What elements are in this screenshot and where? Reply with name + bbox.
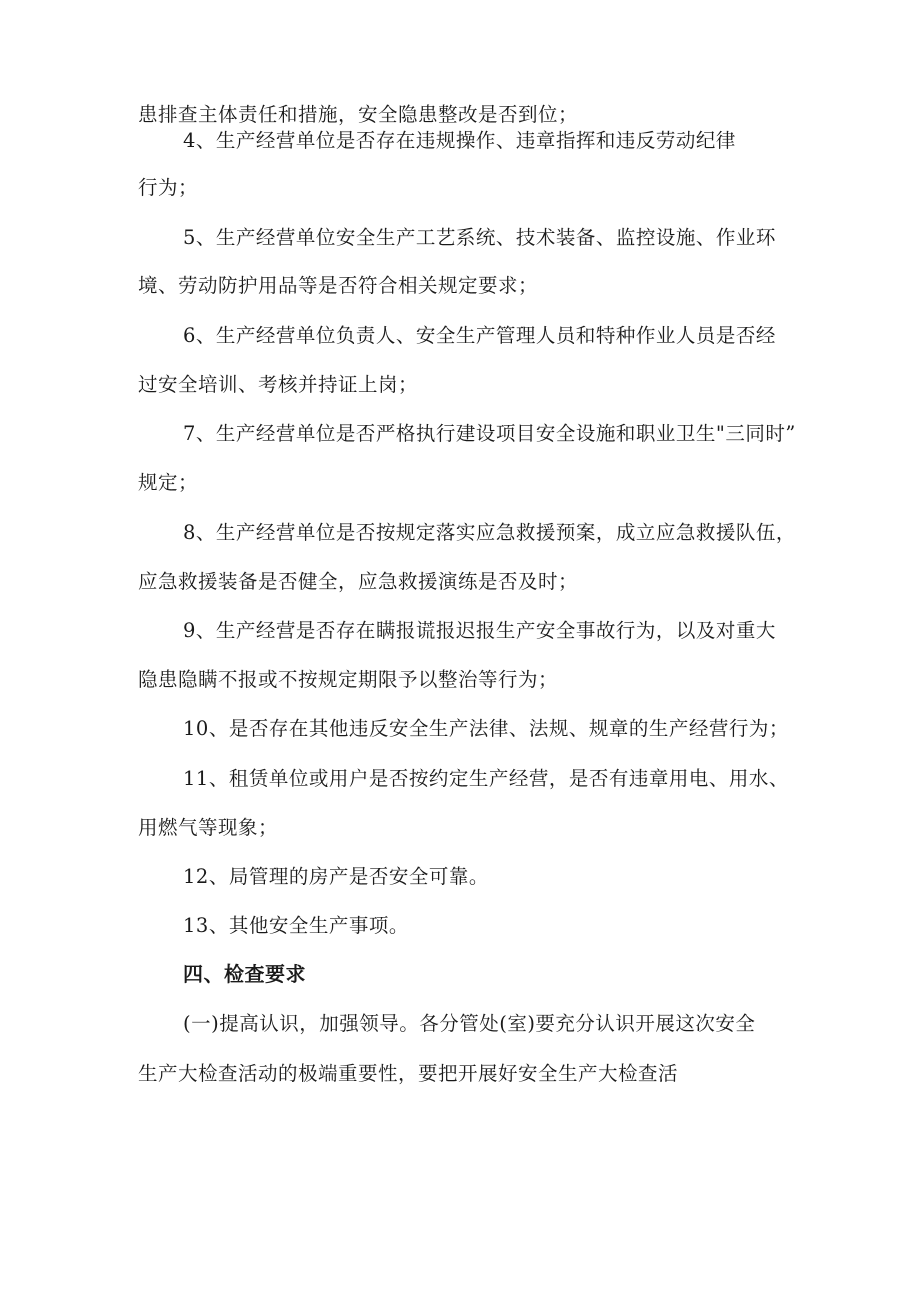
text-line: 境、劳动防护用品等是否符合相关规定要求； [138, 274, 539, 297]
text-line: 生产大检查活动的极端重要性，要把开展好安全生产大检查活 [138, 1062, 679, 1085]
text-line: 应急救援装备是否健全，应急救援演练是否及时； [138, 570, 579, 593]
text-line: (一)提高认识，加强领导。各分管处(室)要充分认识开展这次安全 [183, 1012, 756, 1035]
text-line: 行为； [138, 176, 199, 199]
text-line: 患排查主体责任和措施，安全隐患整改是否到位； [138, 103, 579, 126]
text-line: 13、其他安全生产事项。 [183, 914, 409, 937]
text-line: 12、局管理的房产是否安全可靠。 [183, 865, 489, 888]
text-line: 9、生产经营是否存在瞒报谎报迟报生产安全事故行为，以及对重大 [183, 619, 776, 642]
text-line: 11、租赁单位或用户是否按约定生产经营，是否有违章用电、用水、 [183, 767, 789, 790]
text-line: 规定； [138, 471, 199, 494]
text-line: 隐患隐瞒不报或不按规定期限予以整治等行为； [138, 668, 559, 691]
text-line: 6、生产经营单位负责人、安全生产管理人员和特种作业人员是否经 [183, 324, 776, 347]
text-line: 10、是否存在其他违反安全生产法律、法规、规章的生产经营行为； [183, 717, 789, 740]
text-line: 5、生产经营单位安全生产工艺系统、技术装备、监控设施、作业环 [183, 226, 776, 249]
text-line: 7、生产经营单位是否严格执行建设项目安全设施和职业卫生"三同时” [183, 422, 796, 445]
text-line: 8、生产经营单位是否按规定落实应急救援预案，成立应急救援队伍， [183, 521, 796, 544]
text-line: 过安全培训、考核并持证上岗； [138, 373, 419, 396]
text-line: 用燃气等现象； [138, 816, 279, 839]
text-line: 4、生产经营单位是否存在违规操作、违章指挥和违反劳动纪律 [183, 129, 736, 152]
section-heading: 四、检查要求 [183, 962, 306, 986]
